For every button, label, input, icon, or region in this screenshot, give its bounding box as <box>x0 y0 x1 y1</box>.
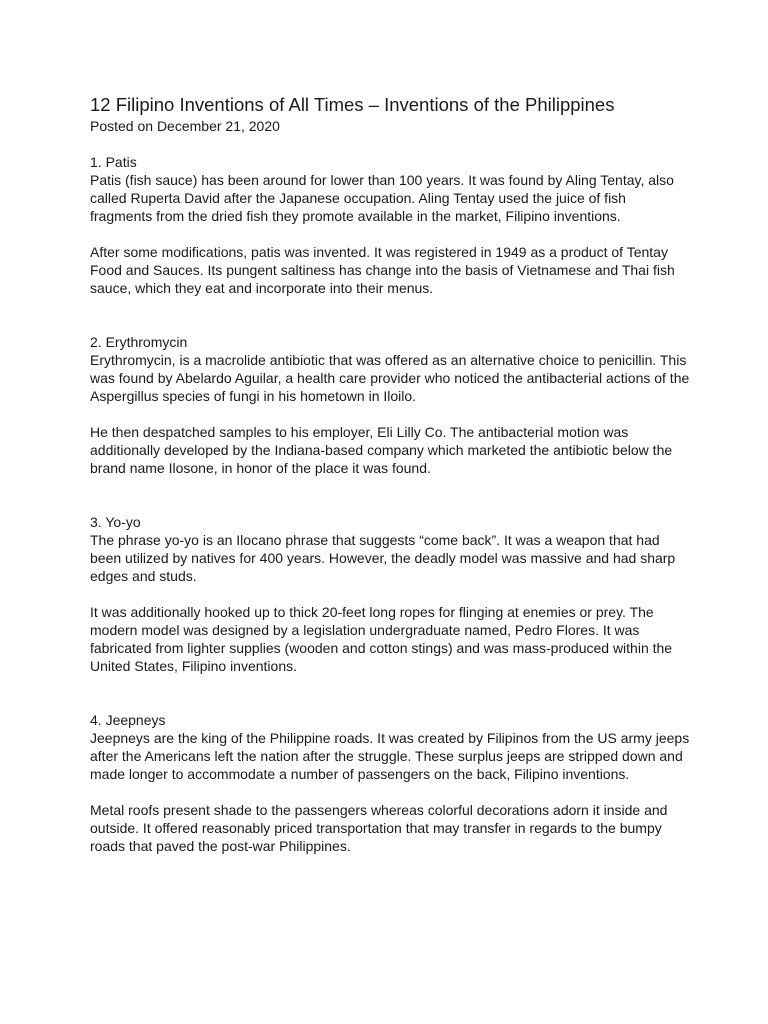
section-yo-yo <box>90 513 690 675</box>
paragraph: Erythromycin, is a macrolide antibiotic that was offered as an alternative choice to penicillin. This was found by Abelardo Aguilar, a health care provider who noticed the antibacterial actions of the Aspergillus species of fungi in his hometown in Iloilo. <box>90 352 690 404</box>
spacer <box>90 477 690 513</box>
spacer <box>90 405 690 423</box>
section-heading: 1. Patis <box>90 154 137 170</box>
spacer <box>90 225 690 243</box>
paragraph: He then despatched samples to his employer, Eli Lilly Co. The antibacterial motion was additionally developed by the Indiana-based company which marketed the antibiotic below the brand name Ilosone, in honor of the place it was found. <box>90 424 673 476</box>
document-title: 12 Filipino Inventions of All Times – Inventions of the Philippines <box>90 94 615 115</box>
paragraph: Jeepneys are the king of the Philippine roads. It was created by Filipinos from the US army jeeps after the Americans left the nation after the struggle. These surplus jeeps are stripped down and made longer to accommodate a number of passengers on the back, Filipino inventions. <box>90 730 690 782</box>
section-heading: 4. Jeepneys <box>90 712 166 728</box>
section-heading: 2. Erythromycin <box>90 334 188 350</box>
posted-date: Posted on December 21, 2020 <box>90 118 280 134</box>
section-patis <box>90 153 690 297</box>
paragraph: After some modifications, patis was invented. It was registered in 1949 as a product of Tentay Food and Sauces. Its pungent saltiness has change into the basis of Vietnamese and Thai fish sauce, which they eat and incorporate into their menus. <box>90 244 675 296</box>
spacer <box>90 585 690 603</box>
section-erythromycin <box>90 333 690 477</box>
spacer <box>90 783 690 801</box>
paragraph: The phrase yo-yo is an Ilocano phrase that suggests “come back”. It was a weapon that had been utilized by natives for 400 years. However, the deadly model was massive and had sharp edges and studs. <box>90 532 676 584</box>
spacer <box>90 135 690 153</box>
paragraph: Metal roofs present shade to the passengers whereas colorful decorations adorn it inside and outside. It offered reasonably priced transportation that may transfer in regards to the bumpy roads that paved the post-war Philippines. <box>90 802 668 854</box>
section-jeepneys <box>90 711 690 855</box>
paragraph: Patis (fish sauce) has been around for lower than 100 years. It was found by Aling Tentay, also called Ruperta David after the Japanese occupation. Aling Tentay used the juice of fish fragments from the dried fish they promote available in the market, Filipino inventions. <box>90 172 674 224</box>
spacer <box>90 297 690 333</box>
spacer <box>90 675 690 711</box>
section-heading: 3. Yo-yo <box>90 514 141 530</box>
paragraph: It was additionally hooked up to thick 20-feet long ropes for flinging at enemies or prey. The modern model was designed by a legislation undergraduate named, Pedro Flores. It was fabricated from lighter supplies (wooden and cotton stings) and was mass-produced within the United States, Filipino inventions. <box>90 604 673 674</box>
document-page <box>90 93 690 855</box>
